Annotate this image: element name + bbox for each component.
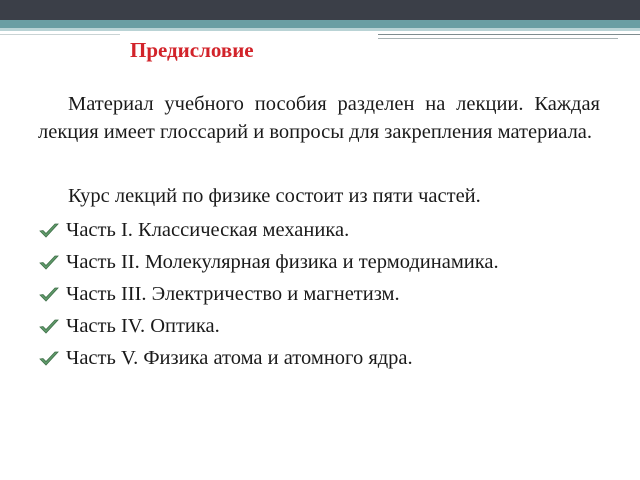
list-item (38, 278, 499, 310)
header-band-light (0, 28, 640, 31)
decorative-line (0, 34, 120, 35)
checkmark-icon (38, 254, 60, 272)
list-item (38, 214, 499, 246)
header-band-dark (0, 0, 640, 20)
checkmark-icon (38, 222, 60, 240)
list-item-label: Часть II. Молекулярная физика и термодинамика. (66, 251, 499, 273)
list-item-label: Часть III. Электричество и магнетизм. (66, 283, 400, 305)
list-item (38, 310, 499, 342)
course-paragraph: Курс лекций по физике состоит из пяти частей. (68, 185, 481, 207)
list-item-label: Часть V. Физика атома и атомного ядра. (66, 347, 413, 369)
parts-list (38, 214, 499, 374)
checkmark-icon (38, 318, 60, 336)
checkmark-icon (38, 286, 60, 304)
header-band-teal (0, 20, 640, 28)
page-title: Предисловие (130, 38, 254, 62)
list-item (38, 246, 499, 278)
intro-paragraph: Материал учебного пособия разделен на лекции. Каждая лекция имеет глоссарий и вопросы для закрепления материала. (38, 93, 600, 143)
decorative-line (378, 34, 640, 35)
list-item-label: Часть I. Классическая механика. (66, 219, 350, 241)
checkmark-icon (38, 350, 60, 368)
list-item-label: Часть IV. Оптика. (66, 315, 220, 337)
decorative-line (378, 38, 618, 39)
list-item (38, 342, 499, 374)
